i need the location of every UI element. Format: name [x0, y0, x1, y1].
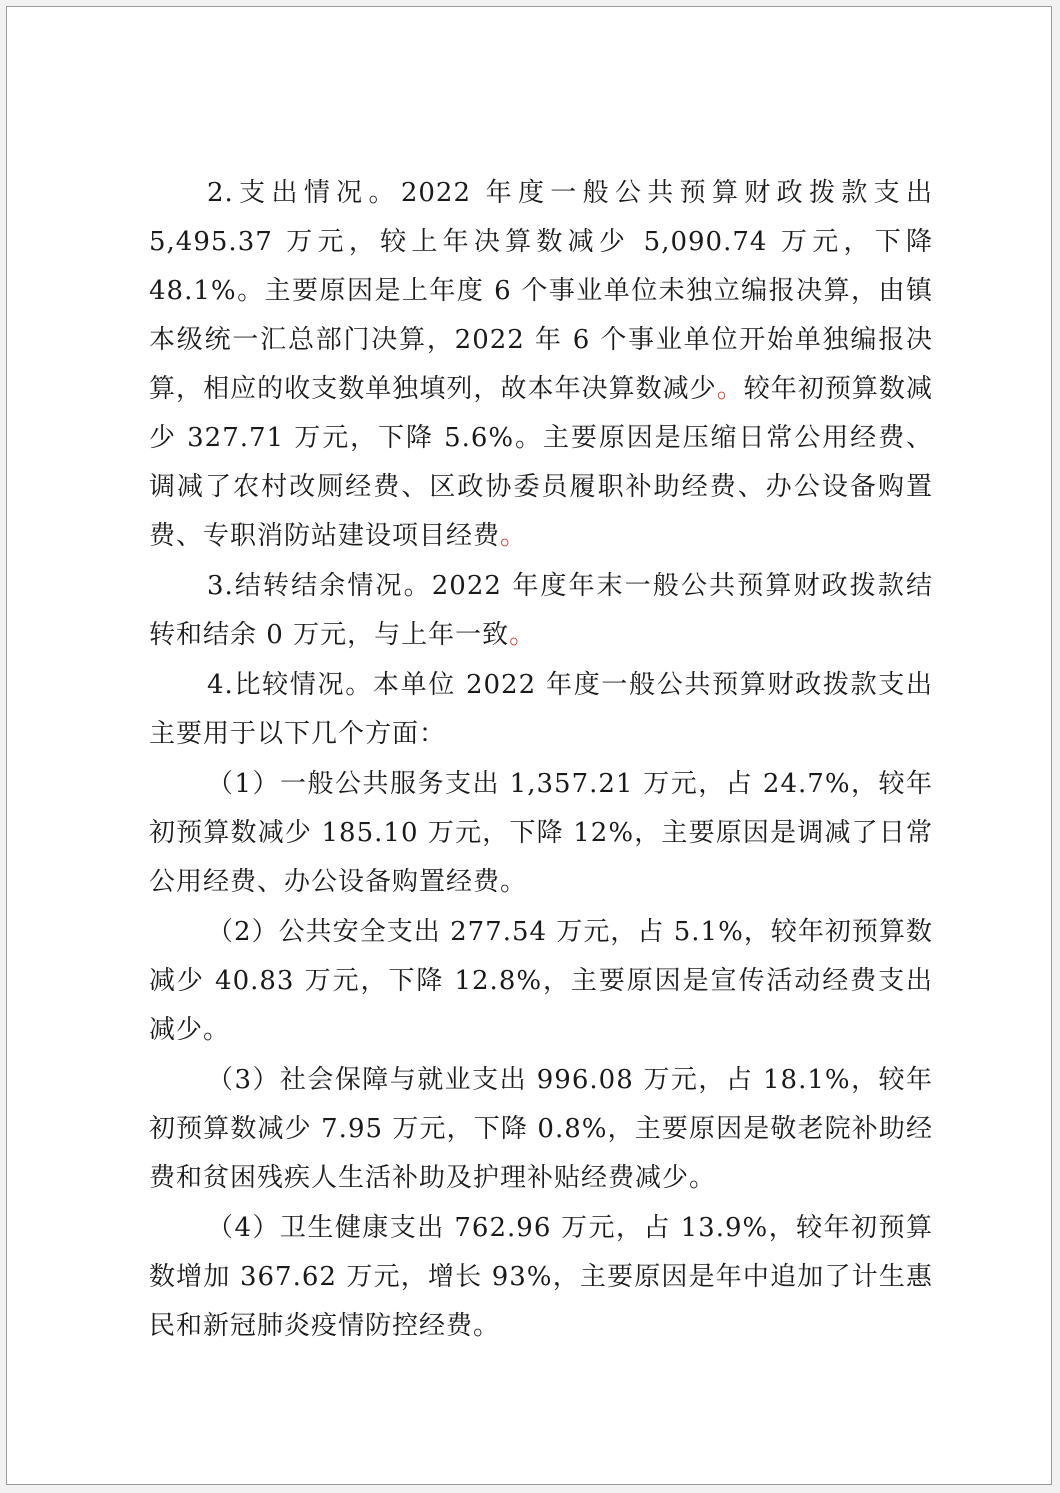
paragraph-text: 4.比较情况。本单位 2022 年度一般公共预算财政拨款支出主要用于以下几个方面：	[149, 670, 933, 749]
document-body	[149, 169, 933, 1351]
red-period-mark: 。	[716, 374, 744, 404]
document-page	[6, 6, 1052, 1485]
paragraph-item-3	[149, 1056, 933, 1203]
paragraph-carryover	[149, 562, 933, 660]
paragraph-text: （1）一般公共服务支出 1,357.21 万元，占 24.7%，较年初预算数减少 185.10 万元，下降 12%，主要原因是调减了日常公用经费、办公设备购置经费。	[149, 769, 933, 897]
paragraph-text: （3）社会保障与就业支出 996.08 万元，占 18.1%，较年初预算数减少 7.95 万元，下降 0.8%，主要原因是敬老院补助经费和贫困残疾人生活补助及护理补贴经费减少。	[149, 1065, 933, 1193]
paragraph-item-4	[149, 1204, 933, 1351]
paragraph-text: 2.支出情况。2022 年度一般公共预算财政拨款支出 5,495.37 万元，较上年决算数减少 5,090.74 万元，下降 48.1%。主要原因是上年度 6 个事业单位未独立编报决算，由镇本级统一汇总部门决算，2022 年 6 个事业单位开始单独编报决算，相应的收支数单独填列，故本年决算数减少	[149, 178, 933, 404]
paragraph-comparison	[149, 661, 933, 759]
paragraph-text: （4）卫生健康支出 762.96 万元，占 13.9%，较年初预算数增加 367.62 万元，增长 93%，主要原因是年中追加了计生惠民和新冠肺炎疫情防控经费。	[149, 1213, 933, 1341]
paragraph-expenditure	[149, 169, 933, 561]
paragraph-text: 较年初预算数减少 327.71 万元，下降 5.6%。主要原因是压缩日常公用经费、调减了农村改厕经费、区政协委员履职补助经费、办公设备购置费、专职消防站建设项目经费	[149, 374, 933, 551]
paragraph-item-2	[149, 908, 933, 1055]
red-period-mark: 。	[500, 521, 528, 551]
red-period-mark: 。	[509, 620, 537, 650]
paragraph-text: （2）公共安全支出 277.54 万元，占 5.1%，较年初预算数减少 40.83 万元，下降 12.8%，主要原因是宣传活动经费支出减少。	[149, 917, 933, 1045]
paragraph-item-1	[149, 760, 933, 907]
paragraph-text: 3.结转结余情况。2022 年度年末一般公共预算财政拨款结转和结余 0 万元，与上年一致	[149, 571, 933, 650]
